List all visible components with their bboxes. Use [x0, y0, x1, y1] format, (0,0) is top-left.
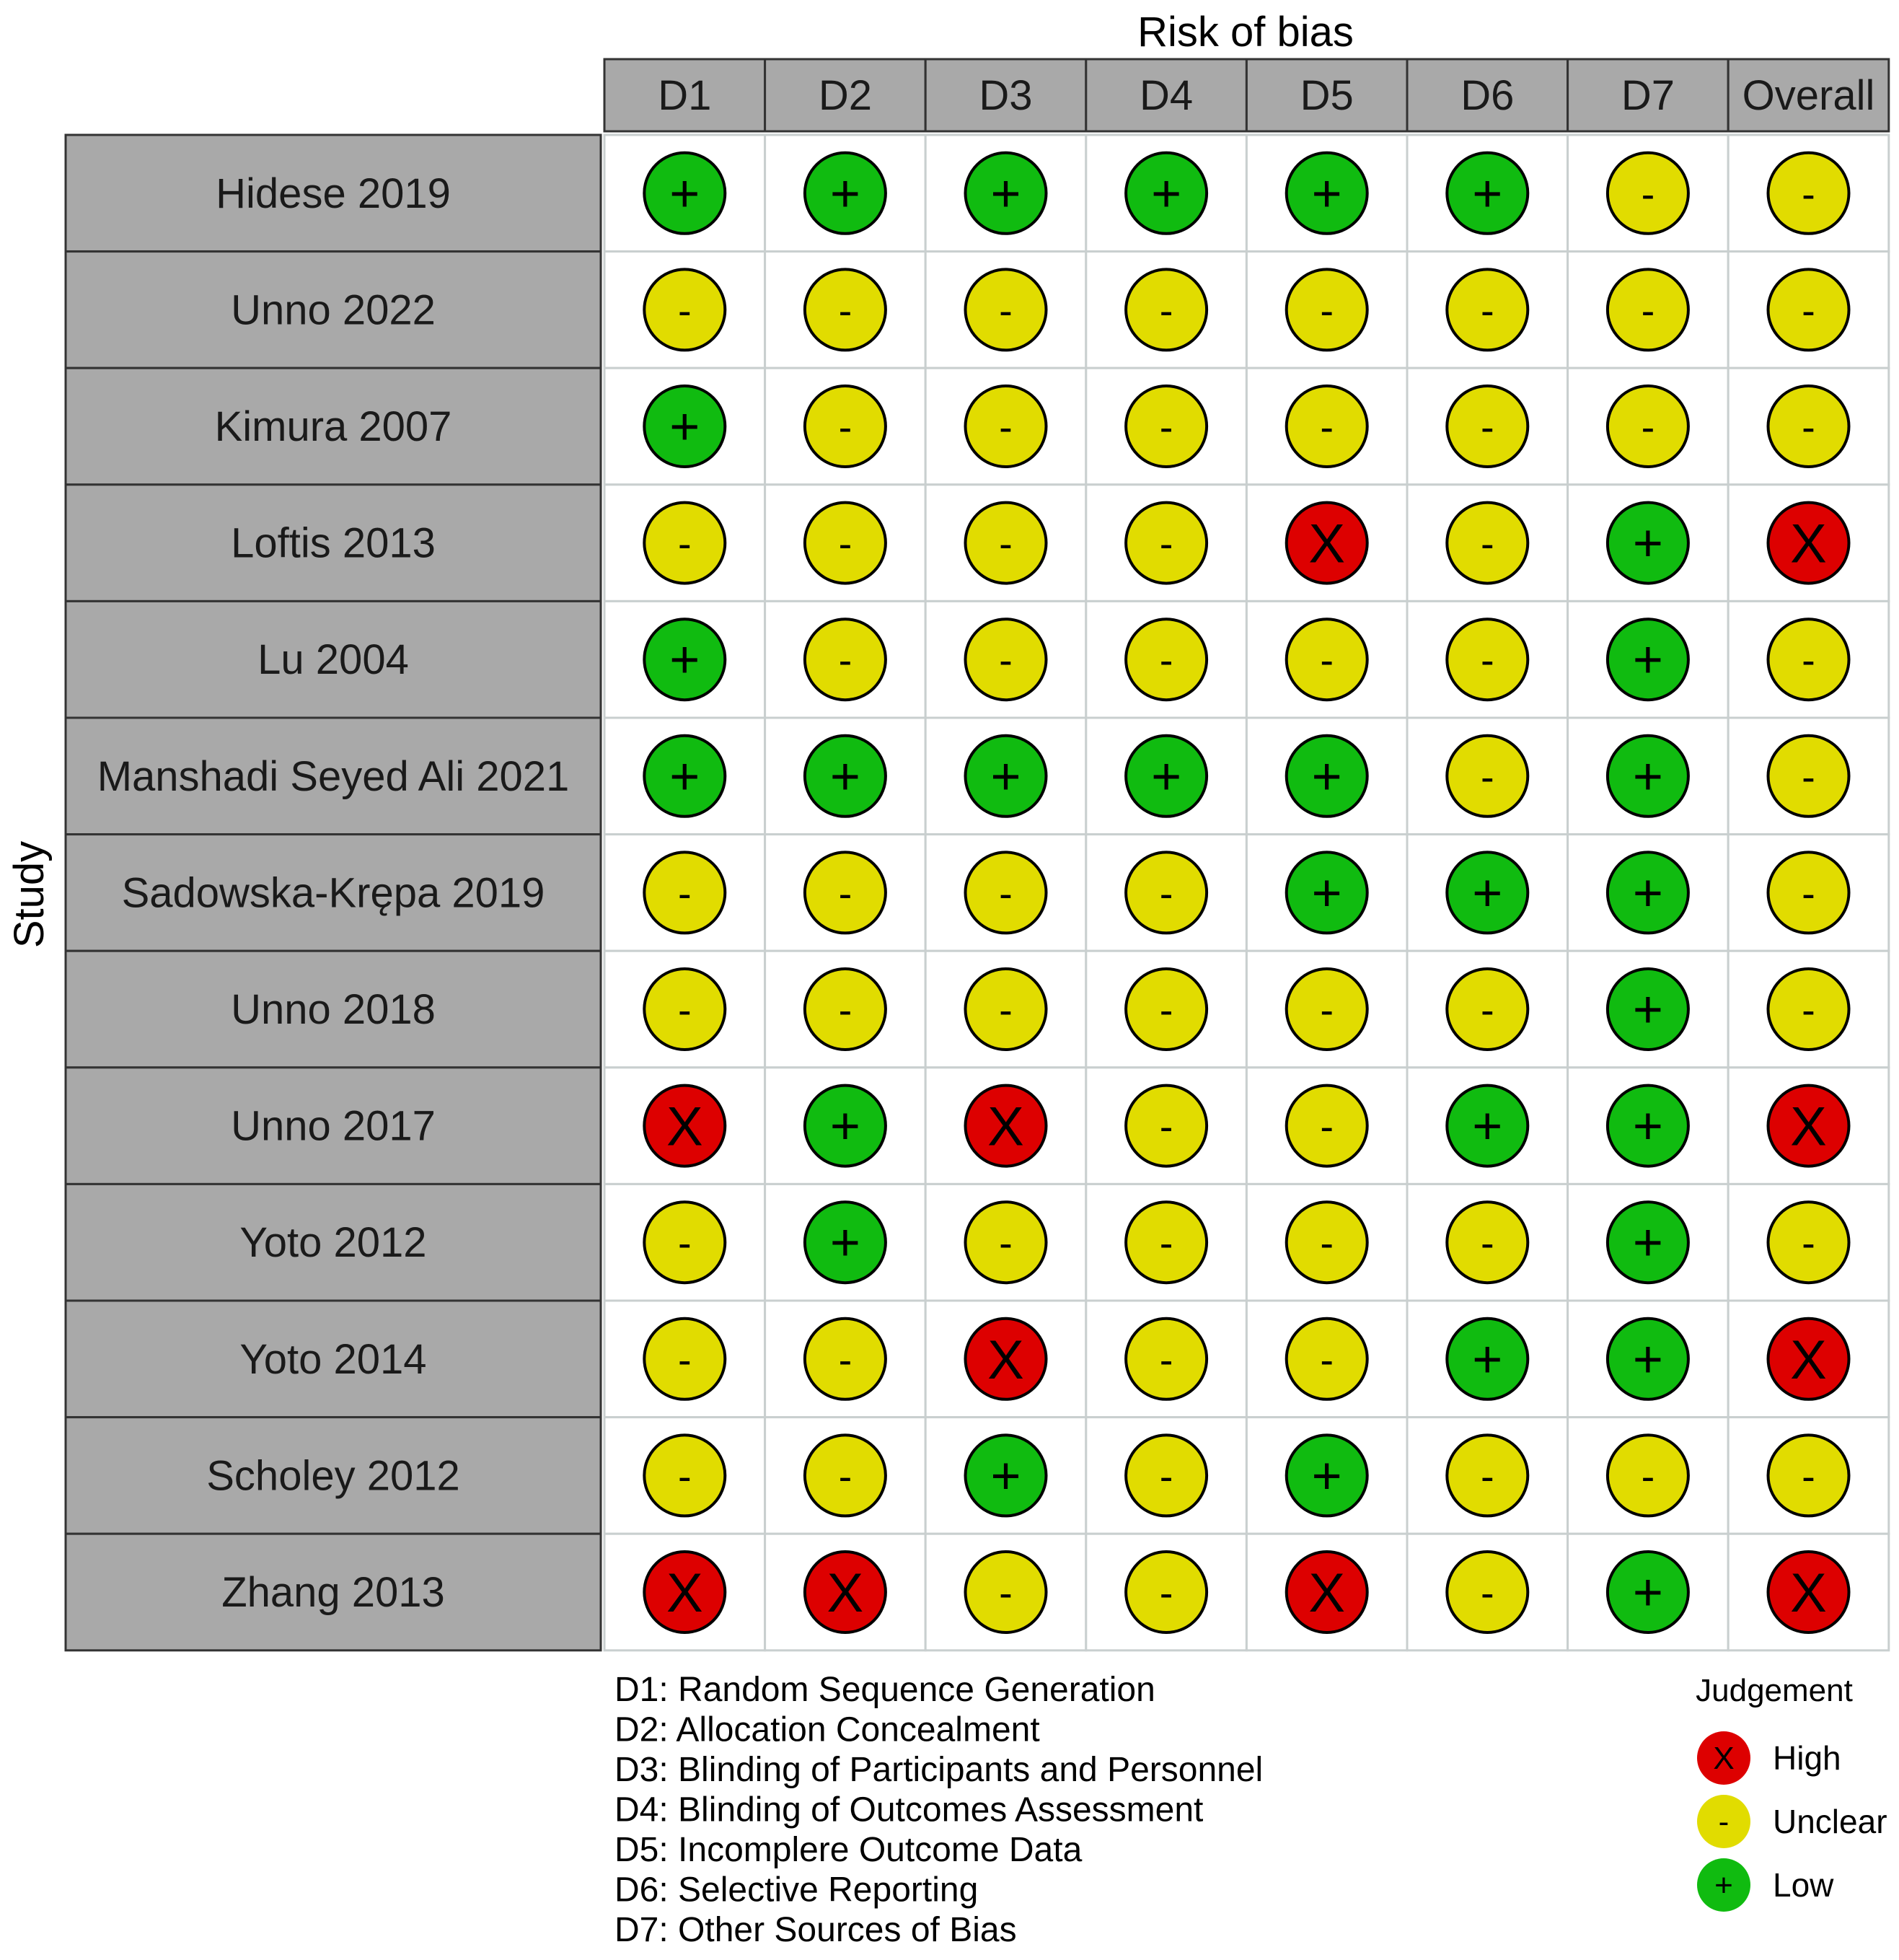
study-label-lu-2004: Lu 2004 — [257, 636, 409, 684]
judgement-symbol-high: X — [987, 1329, 1024, 1391]
judgement-symbol-low: + — [1311, 1447, 1342, 1506]
judgement-symbol-unclear: - — [677, 1220, 692, 1266]
judgement-symbol-low: + — [669, 747, 700, 806]
domain-header-label-d6: D6 — [1460, 72, 1515, 119]
judgement-symbol-unclear: - — [999, 637, 1013, 683]
judgement-symbol-unclear: - — [1802, 1220, 1815, 1266]
judgement-symbol-unclear: - — [677, 1453, 692, 1499]
judgement-symbol-unclear: - — [838, 870, 852, 916]
judgement-symbol-unclear: - — [1802, 870, 1815, 916]
judgement-symbol-unclear: - — [1159, 520, 1173, 566]
judgement-symbol-unclear: - — [1802, 1453, 1815, 1499]
judgement-symbol-unclear: - — [1480, 1570, 1494, 1615]
judgement-symbol-low: + — [1472, 164, 1503, 223]
domain-description-1: D1: Random Sequence Generation — [614, 1671, 1155, 1709]
domain-description-6: D6: Selective Reporting — [614, 1871, 979, 1910]
domain-description-5: D5: Incomplere Outcome Data — [614, 1831, 1083, 1869]
domain-header-label-d5: D5 — [1300, 72, 1354, 119]
judgement-symbol-unclear: - — [1802, 637, 1815, 683]
judgement-symbol-unclear: - — [677, 1336, 692, 1382]
judgement-symbol-high: X — [1308, 513, 1346, 575]
study-label-unno-2018: Unno 2018 — [231, 986, 436, 1033]
judgement-grid — [604, 135, 1889, 1651]
judgement-symbol-low: + — [1311, 747, 1342, 806]
judgement-symbol-low: + — [990, 164, 1021, 223]
judgement-symbol-high: X — [666, 1563, 703, 1624]
judgement-symbol-low: + — [1632, 514, 1663, 573]
judgement-symbol-unclear: - — [999, 520, 1013, 566]
judgement-symbol-unclear: - — [999, 987, 1013, 1032]
domain-header-row — [604, 59, 1889, 131]
judgement-symbol-unclear: - — [1320, 404, 1334, 449]
judgement-symbol-unclear: - — [1480, 637, 1494, 683]
domain-header-label-d3: D3 — [979, 72, 1033, 119]
judgement-symbol-low: + — [1632, 747, 1663, 806]
judgement-symbol-low: + — [1151, 747, 1182, 806]
chart-title: Risk of bias — [1137, 9, 1354, 56]
judgement-symbol-low: + — [1151, 164, 1182, 223]
domain-header-label-d4: D4 — [1140, 72, 1194, 119]
judgement-symbol-unclear: - — [838, 404, 852, 449]
legend-title: Judgement — [1696, 1673, 1853, 1708]
judgement-symbol-unclear: - — [1480, 753, 1494, 799]
judgement-symbol-unclear: - — [1641, 170, 1655, 216]
judgement-symbol-high: X — [666, 1096, 703, 1158]
study-label-unno-2022: Unno 2022 — [231, 286, 436, 334]
judgement-symbol-unclear: - — [838, 1453, 852, 1499]
study-label-kimura-2007: Kimura 2007 — [214, 403, 452, 450]
judgement-symbol-unclear: - — [1802, 753, 1815, 799]
judgement-symbol-unclear: - — [1320, 287, 1334, 333]
legend-label-high: High — [1773, 1739, 1841, 1777]
judgement-symbol-low: + — [990, 1447, 1021, 1506]
judgement-symbol-unclear: - — [999, 1570, 1013, 1615]
judgement-legend — [1696, 1673, 1887, 1912]
judgement-symbol-unclear: - — [838, 637, 852, 683]
legend-label-unclear: Unclear — [1773, 1803, 1887, 1840]
judgement-symbol-low: + — [1311, 164, 1342, 223]
domain-descriptions — [614, 1671, 1263, 1949]
judgement-symbol-unclear: - — [838, 287, 852, 333]
judgement-symbol-low: + — [1632, 1330, 1663, 1389]
domain-description-2: D2: Allocation Concealment — [614, 1710, 1040, 1749]
judgement-symbol-unclear: - — [1480, 987, 1494, 1032]
judgement-symbol-unclear: - — [1320, 637, 1334, 683]
study-label-scholey-2012: Scholey 2012 — [206, 1452, 460, 1500]
judgement-symbol-low: + — [1472, 1097, 1503, 1156]
judgement-symbol-unclear: - — [1802, 287, 1815, 333]
judgement-symbol-low: + — [829, 164, 860, 223]
judgement-symbol-unclear: - — [1802, 987, 1815, 1032]
judgement-symbol-unclear: - — [1480, 1220, 1494, 1266]
judgement-symbol-unclear: - — [1641, 287, 1655, 333]
study-label-hidese-2019: Hidese 2019 — [216, 170, 451, 217]
judgement-symbol-unclear: - — [1320, 987, 1334, 1032]
domain-description-3: D3: Blinding of Participants and Personnel — [614, 1751, 1264, 1789]
study-label-yoto-2012: Yoto 2012 — [239, 1219, 427, 1267]
judgement-symbol-unclear: - — [1320, 1336, 1334, 1382]
study-label-manshadi-seyed-ali-2021: Manshadi Seyed Ali 2021 — [97, 752, 570, 800]
judgement-symbol-low: + — [829, 1214, 860, 1273]
judgement-symbol-unclear: - — [1159, 1103, 1173, 1149]
study-label-loftis-2013: Loftis 2013 — [231, 519, 436, 567]
judgement-symbol-unclear: - — [1480, 1453, 1494, 1499]
judgement-symbol-high: X — [1790, 513, 1827, 575]
judgement-symbol-low: + — [669, 164, 700, 223]
judgement-symbol-low: + — [990, 747, 1021, 806]
domain-header-label-d1: D1 — [658, 72, 712, 119]
judgement-symbol-low: + — [1632, 864, 1663, 923]
judgement-symbol-high: X — [1790, 1096, 1827, 1158]
judgement-symbol-low: + — [829, 1097, 860, 1156]
legend-symbol-unclear: - — [1718, 1804, 1730, 1840]
judgement-symbol-unclear: - — [1159, 637, 1173, 683]
judgement-symbol-unclear: - — [1159, 1220, 1173, 1266]
judgement-symbol-unclear: - — [677, 520, 692, 566]
domain-header-label-d7: D7 — [1621, 72, 1675, 119]
judgement-symbol-unclear: - — [1159, 1453, 1173, 1499]
judgement-symbol-high: X — [1790, 1563, 1827, 1624]
judgement-symbol-unclear: - — [1480, 520, 1494, 566]
y-axis-label: Study — [6, 840, 53, 949]
domain-header-label-overall: Overall — [1742, 72, 1875, 119]
domain-description-4: D4: Blinding of Outcomes Assessment — [614, 1790, 1204, 1829]
judgement-symbol-low: + — [669, 398, 700, 456]
judgement-symbol-unclear: - — [1480, 404, 1494, 449]
judgement-symbol-low: + — [1472, 864, 1503, 923]
judgement-symbol-unclear: - — [1480, 287, 1494, 333]
judgement-symbol-unclear: - — [1159, 404, 1173, 449]
judgement-symbol-unclear: - — [1159, 287, 1173, 333]
judgement-symbol-low: + — [1632, 1214, 1663, 1273]
judgement-symbol-unclear: - — [1641, 404, 1655, 449]
judgement-symbol-unclear: - — [1641, 1453, 1655, 1499]
judgement-symbol-low: + — [1632, 631, 1663, 690]
legend-symbol-low: + — [1714, 1868, 1733, 1903]
judgement-symbol-unclear: - — [999, 870, 1013, 916]
judgement-symbol-unclear: - — [1320, 1103, 1334, 1149]
study-label-sadowska-kr-pa-2019: Sadowska-Krępa 2019 — [121, 869, 545, 917]
judgement-symbol-low: + — [669, 631, 700, 690]
judgement-symbol-unclear: - — [838, 520, 852, 566]
judgement-symbol-unclear: - — [1159, 1570, 1173, 1615]
study-label-zhang-2013: Zhang 2013 — [221, 1569, 445, 1616]
judgement-symbol-unclear: - — [1159, 987, 1173, 1032]
judgement-symbol-unclear: - — [677, 287, 692, 333]
judgement-symbol-low: + — [829, 747, 860, 806]
judgement-symbol-unclear: - — [838, 1336, 852, 1382]
judgement-symbol-low: + — [1311, 864, 1342, 923]
study-label-yoto-2014: Yoto 2014 — [239, 1335, 427, 1383]
domain-description-7: D7: Other Sources of Bias — [614, 1911, 1017, 1949]
judgement-symbol-unclear: - — [999, 1220, 1013, 1266]
domain-header-label-d2: D2 — [818, 72, 872, 119]
judgement-symbol-unclear: - — [999, 287, 1013, 333]
judgement-symbol-low: + — [1632, 981, 1663, 1039]
judgement-symbol-high: X — [827, 1563, 864, 1624]
study-label-unno-2017: Unno 2017 — [231, 1102, 436, 1150]
legend-symbol-high: X — [1713, 1741, 1735, 1776]
judgement-symbol-unclear: - — [1320, 1220, 1334, 1266]
judgement-symbol-unclear: - — [1802, 404, 1815, 449]
judgement-symbol-high: X — [1308, 1563, 1346, 1624]
judgement-symbol-unclear: - — [677, 987, 692, 1032]
judgement-symbol-unclear: - — [677, 870, 692, 916]
study-label-column — [66, 135, 601, 1651]
legend-label-low: Low — [1773, 1866, 1834, 1904]
judgement-symbol-unclear: - — [1159, 870, 1173, 916]
judgement-symbol-low: + — [1472, 1330, 1503, 1389]
judgement-symbol-low: + — [1632, 1097, 1663, 1156]
judgement-symbol-unclear: - — [838, 987, 852, 1032]
judgement-symbol-unclear: - — [1802, 170, 1815, 216]
judgement-symbol-high: X — [987, 1096, 1024, 1158]
judgement-symbol-high: X — [1790, 1329, 1827, 1391]
judgement-symbol-unclear: - — [1159, 1336, 1173, 1382]
judgement-symbol-unclear: - — [999, 404, 1013, 449]
judgement-symbol-low: + — [1632, 1564, 1663, 1622]
